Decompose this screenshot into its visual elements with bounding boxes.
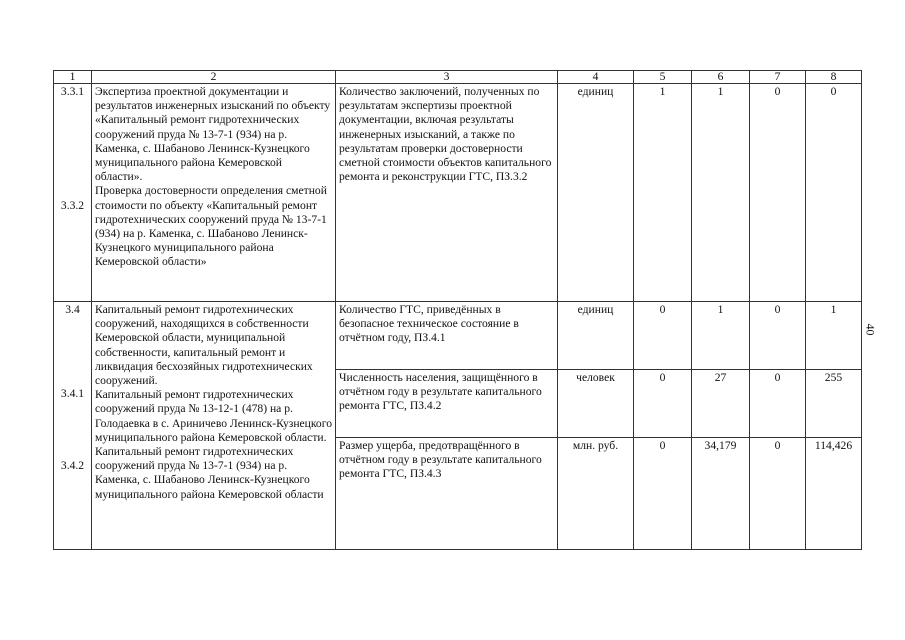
header-cell: 8 <box>806 71 862 84</box>
value-cell: 0 <box>634 302 692 370</box>
header-cell: 5 <box>634 71 692 84</box>
indicator: Размер ущерба, предотвращённого в отчётном году в результате капитального ремонта ГТС, ПЗ.4.3 <box>339 439 542 481</box>
header-cell: 4 <box>558 71 634 84</box>
value-cell: 1 <box>692 302 750 370</box>
header-cell: 1 <box>54 71 92 84</box>
indicator: Количество ГТС, приведённых в безопасное техническое состояние в отчётном году, ПЗ.4.1 <box>339 303 519 345</box>
value-cell: 0 <box>750 370 806 438</box>
value-cell: 0 <box>806 84 862 302</box>
header-row <box>54 71 862 84</box>
unit-cell: человек <box>558 370 634 438</box>
code: 3.3.1 <box>60 85 85 98</box>
value-cell: 34,179 <box>692 438 750 550</box>
value-cell: 255 <box>806 370 862 438</box>
description: Экспертиза проектной документации и результатов инженерных изысканий по объекту «Капитальный ремонт гидротехнических сооружений пруда № 13-7-1 (934) на р. Каменка, с. Шабаново Ленинск-Кузнецкого муниципального района Кемеровской области». <box>95 85 331 184</box>
page-number: 40 <box>863 323 878 336</box>
indicator-cell <box>336 438 558 550</box>
indicator: Количество заключений, полученных по результатам экспертизы проектной документации, включая результаты инженерных изысканий, а также по результатам проверки достоверности сметной стоимости объектов капитального ремонта и реконструкции ГТС, ПЗ.3.2 <box>339 85 552 184</box>
table-row <box>54 84 862 302</box>
value-cell: 27 <box>692 370 750 438</box>
code-cell <box>54 84 92 302</box>
description: Проверка достоверности определения сметной стоимости по объекту «Капитальный ремонт гидротехнических сооружений пруда № 13-7-1 (934) на р. Каменка, с. Шабаново Ленинск-Кузнецкого муниципального района Кемеровской области» <box>95 184 327 269</box>
code: 3.4.2 <box>60 459 85 473</box>
indicator: Численность населения, защищённого в отчётном году в результате капитального ремонта ГТС, ПЗ.4.2 <box>339 371 542 413</box>
indicator-cell <box>336 370 558 438</box>
description: Капитальный ремонт гидротехнических сооружений пруда № 13-7-1 (934) на р. Каменка, с. Шабаново Ленинск-Кузнецкого муниципального района Кемеровской области <box>95 445 324 501</box>
indicator-cell <box>336 84 558 302</box>
unit-cell: единиц <box>558 302 634 370</box>
value-cell: 0 <box>634 370 692 438</box>
header-cell: 7 <box>750 71 806 84</box>
value-cell: 0 <box>750 84 806 302</box>
code-cell <box>54 302 92 550</box>
value-cell: 1 <box>634 84 692 302</box>
code: 3.4.1 <box>60 387 85 401</box>
description: Капитальный ремонт гидротехнических сооружений пруда № 13-12-1 (478) на р. Голодаевка в с. Ариничево Ленинск-Кузнецкого муниципального района Кемеровской области. <box>95 388 332 444</box>
header-cell: 2 <box>92 71 336 84</box>
header-cell: 3 <box>336 71 558 84</box>
table-row <box>54 302 862 370</box>
unit-cell: млн. руб. <box>558 438 634 550</box>
data-table <box>53 70 862 550</box>
unit-cell: единиц <box>558 84 634 302</box>
code: 3.4 <box>65 303 80 316</box>
value-cell: 114,426 <box>806 438 862 550</box>
value-cell: 0 <box>750 302 806 370</box>
header-cell: 6 <box>692 71 750 84</box>
description-cell <box>92 302 336 550</box>
value-cell: 1 <box>692 84 750 302</box>
description-cell <box>92 84 336 302</box>
value-cell: 1 <box>806 302 862 370</box>
description: Капитальный ремонт гидротехнических сооружений, находящихся в собственности Кемеровской области, муниципальной собственности, капитальный ремонт и ликвидация бесхозяйных гидротехнических сооружений. <box>95 303 313 388</box>
indicator-cell <box>336 302 558 370</box>
code: 3.3.2 <box>60 199 85 213</box>
value-cell: 0 <box>750 438 806 550</box>
value-cell: 0 <box>634 438 692 550</box>
